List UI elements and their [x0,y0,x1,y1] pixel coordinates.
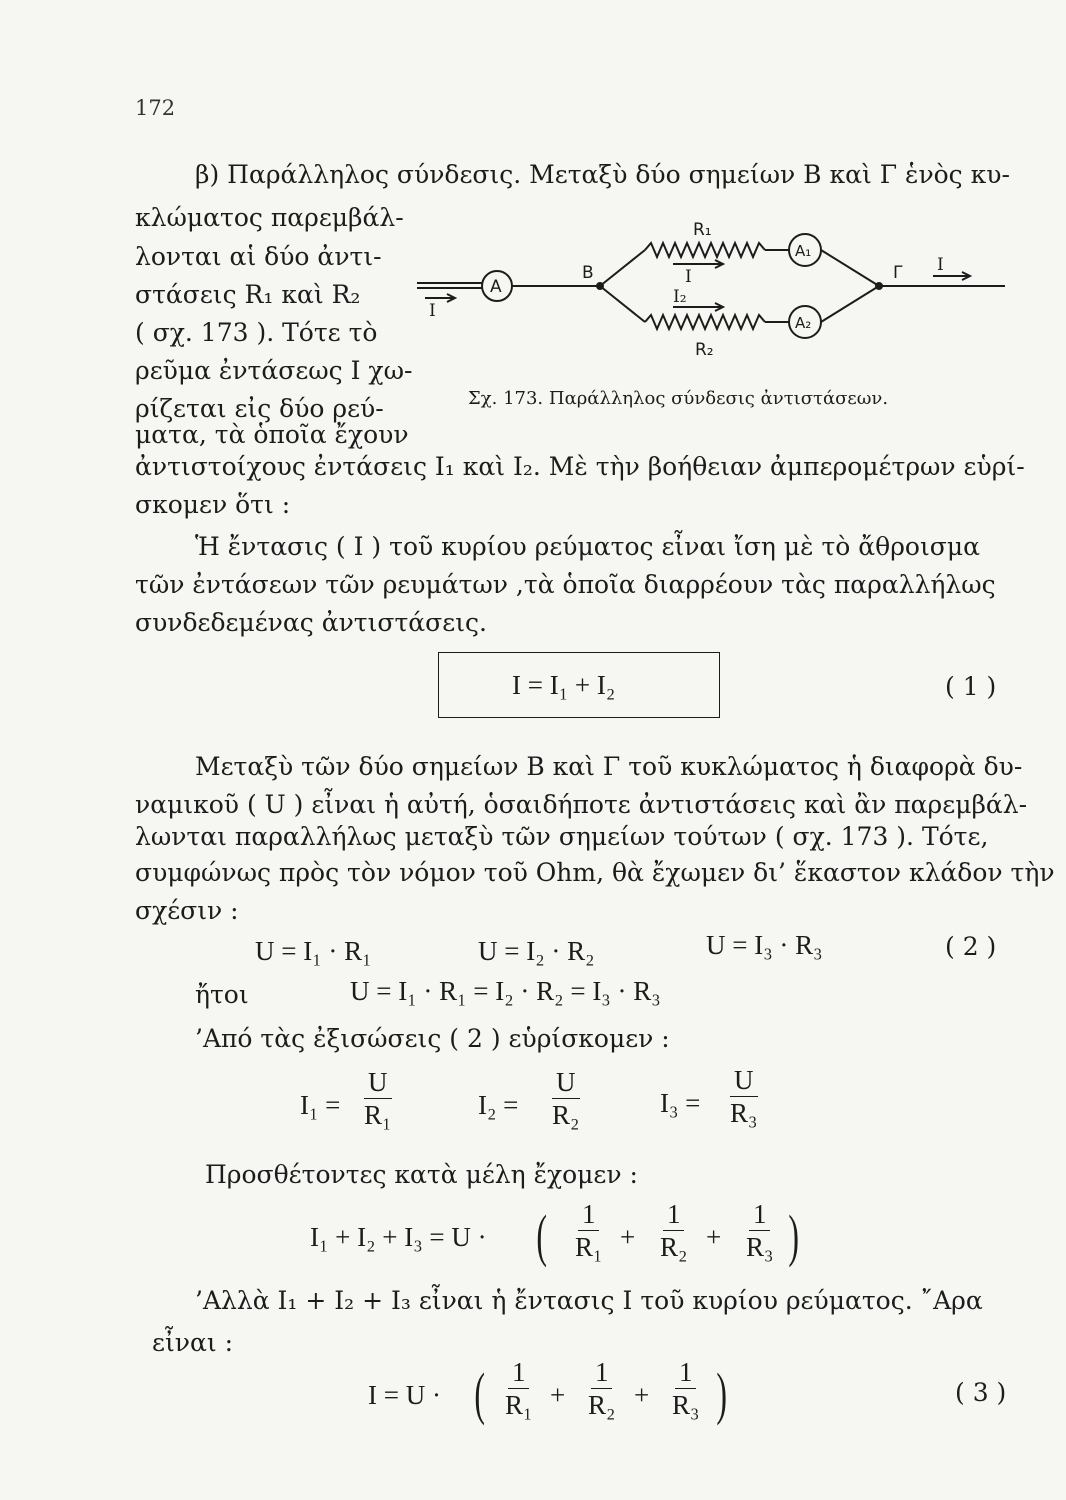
eq3-i2: I₂ = [478,1090,519,1120]
para3-line1: Μεταξὺ τῶν δύο σημείων Β καὶ Γ τοῦ κυκλώματος ἡ διαφορὰ δυ- [195,752,1023,781]
para3-line3: λωνται παραλλήλως μεταξὺ τῶν σημείων τούτων ( σχ. 173 ). Τότε, [135,822,989,851]
current-in-label: I [429,301,436,321]
equation-3-number: ( 3 ) [955,1378,1007,1407]
current-branch1-label: I [685,267,692,287]
eq3-i3: I₃ = [660,1088,701,1118]
para1-line10: σκομεν ὅτι : [135,490,291,519]
para1-line5: ( σχ. 173 ). Τότε τὸ [135,318,378,347]
eq5-fraction-1 [505,1358,532,1420]
equation-2c: U = I₃ · R₃ [706,930,823,960]
itoi-label: ἤτοι [195,980,249,1009]
para4: ’Από τὰς ἐξισώσεις ( 2 ) εὑρίσκομεν : [195,1024,670,1053]
para1-line2: κλώματος παρεμβάλ- [135,203,404,232]
eq4-lhs: I₁ + I₂ + I₃ = U · [310,1222,487,1252]
para6-line2: εἶναι : [152,1328,234,1357]
r2-label: R₂ [695,340,714,360]
eq4-frac1-den: R₁ [575,1232,603,1263]
current-out-label: I [937,255,944,275]
eq4-close-paren: ) [788,1203,799,1268]
para1-line6: ρεῦμα ἐντάσεως I χω- [135,356,413,385]
eq5-open-paren: ( [474,1361,485,1426]
para1-line9: ἀντιστοίχους ἐντάσεις I₁ καὶ I₂. Μὲ τὴν βοήθειαν ἀμπερομέτρων εὑρί- [135,452,1025,481]
eq5-frac1-den: R₁ [505,1390,533,1421]
para1-line7: ρίζεται εἰς δύο ρεύ- [135,394,384,423]
para1-line3: λονται αἱ δύο ἀντι- [135,242,382,271]
eq5-plus-2: + [634,1380,650,1410]
eq4-frac1-num: 1 [578,1200,600,1231]
resistor-r2 [645,315,765,329]
eq4-plus-2: + [706,1222,722,1252]
para2-line2: τῶν ἐντάσεων τῶν ρευμάτων ,τὰ ὁποῖα διαρρέουν τὰς παραλλήλως [135,570,996,599]
para2-line3: συνδεδεμένας ἀντιστάσεις. [135,608,487,637]
figure-caption: Σχ. 173. Παράλληλος σύνδεσις ἀντιστάσεων. [468,388,889,409]
eq5-frac2-den: R₂ [588,1390,616,1421]
eq3-frac2-num: U [552,1068,580,1099]
equation-2b: U = I₂ · R₂ [478,936,595,966]
eq4-fraction-2 [660,1200,687,1262]
ammeter-2-label: A₂ [795,314,812,332]
eq4-plus-1: + [620,1222,636,1252]
point-g-label: Γ [893,263,903,283]
eq5-plus-1: + [550,1380,566,1410]
eq5-frac3-num: 1 [675,1358,697,1389]
equation-1-number: ( 1 ) [945,672,997,701]
eq4-frac3-num: 1 [749,1200,771,1231]
eq3-i1: I₁ = [300,1090,341,1120]
eq3-frac1-num: U [364,1068,392,1099]
equation-2-chain: U = I₁ · R₁ = I₂ · R₂ = I₃ · R₃ [350,976,661,1006]
para5: Προσθέτοντες κατὰ μέλη ἔχομεν : [205,1160,638,1189]
resistor-r1 [645,243,765,257]
eq3-fraction-2 [552,1068,580,1130]
eq3-fraction-3 [730,1066,758,1128]
para3-line4: συμφώνως πρὸς τὸν νόμον τοῦ Ohm, θὰ ἔχωμεν δι’ ἕκαστον κλάδον τὴν [135,858,1055,887]
page-number: 172 [135,96,176,120]
equation-1: I = I₁ + I₂ [512,670,616,700]
eq5-frac2-num: 1 [591,1358,613,1389]
para3-line2: ναμικοῦ ( U ) εἶναι ἡ αὐτή, ὁσαιδήποτε ἀντιστάσεις καὶ ἂν παρεμβάλ- [135,790,1028,819]
ammeter-main-label: A [490,277,502,297]
para2-line1: Ἡ ἔντασις ( I ) τοῦ κυρίου ρεύματος εἶναι ἴση μὲ τὸ ἄθροισμα [195,532,980,561]
eq4-fraction-1 [575,1200,602,1262]
point-b-label: B [582,263,594,283]
eq5-fraction-3 [672,1358,699,1420]
eq4-frac2-num: 1 [663,1200,685,1231]
eq4-frac3-den: R₃ [746,1232,774,1263]
eq3-fraction-1 [364,1068,392,1130]
eq4-frac2-den: R₂ [660,1232,688,1263]
eq3-frac3-num: U [730,1066,758,1097]
circuit-diagram [405,210,1015,360]
eq3-frac2-den: R₂ [552,1100,580,1131]
para1-line4: στάσεις R₁ καὶ R₂ [135,280,361,309]
para1-line1: β) Παράλληλος σύνδεσις. Μεταξὺ δύο σημείων Β καὶ Γ ἑνὸς κυ- [195,160,1010,189]
para1-line8: ματα, τὰ ὁποῖα ἔχουν [135,420,409,449]
eq4-fraction-3 [746,1200,773,1262]
current-branch2-label: I₂ [673,287,687,307]
equation-2-number: ( 2 ) [945,932,997,961]
equation-2a: U = I₁ · R₁ [255,936,372,966]
eq5-close-paren: ) [716,1361,727,1426]
eq5-fraction-2 [588,1358,615,1420]
eq5-lhs: I = U · [368,1380,441,1410]
eq5-frac3-den: R₃ [672,1390,700,1421]
eq5-frac1-num: 1 [508,1358,530,1389]
ammeter-1-label: A₁ [795,242,812,260]
para3-line5: σχέσιν : [135,896,239,925]
para6-line1: ’Αλλὰ I₁ + I₂ + I₃ εἶναι ἡ ἔντασις I τοῦ κυρίου ρεύματος. ῎Αρα [195,1286,983,1315]
eq3-frac1-den: R₁ [364,1100,392,1131]
r1-label: R₁ [693,220,712,240]
eq4-open-paren: ( [536,1203,547,1268]
eq3-frac3-den: R₃ [730,1098,758,1129]
